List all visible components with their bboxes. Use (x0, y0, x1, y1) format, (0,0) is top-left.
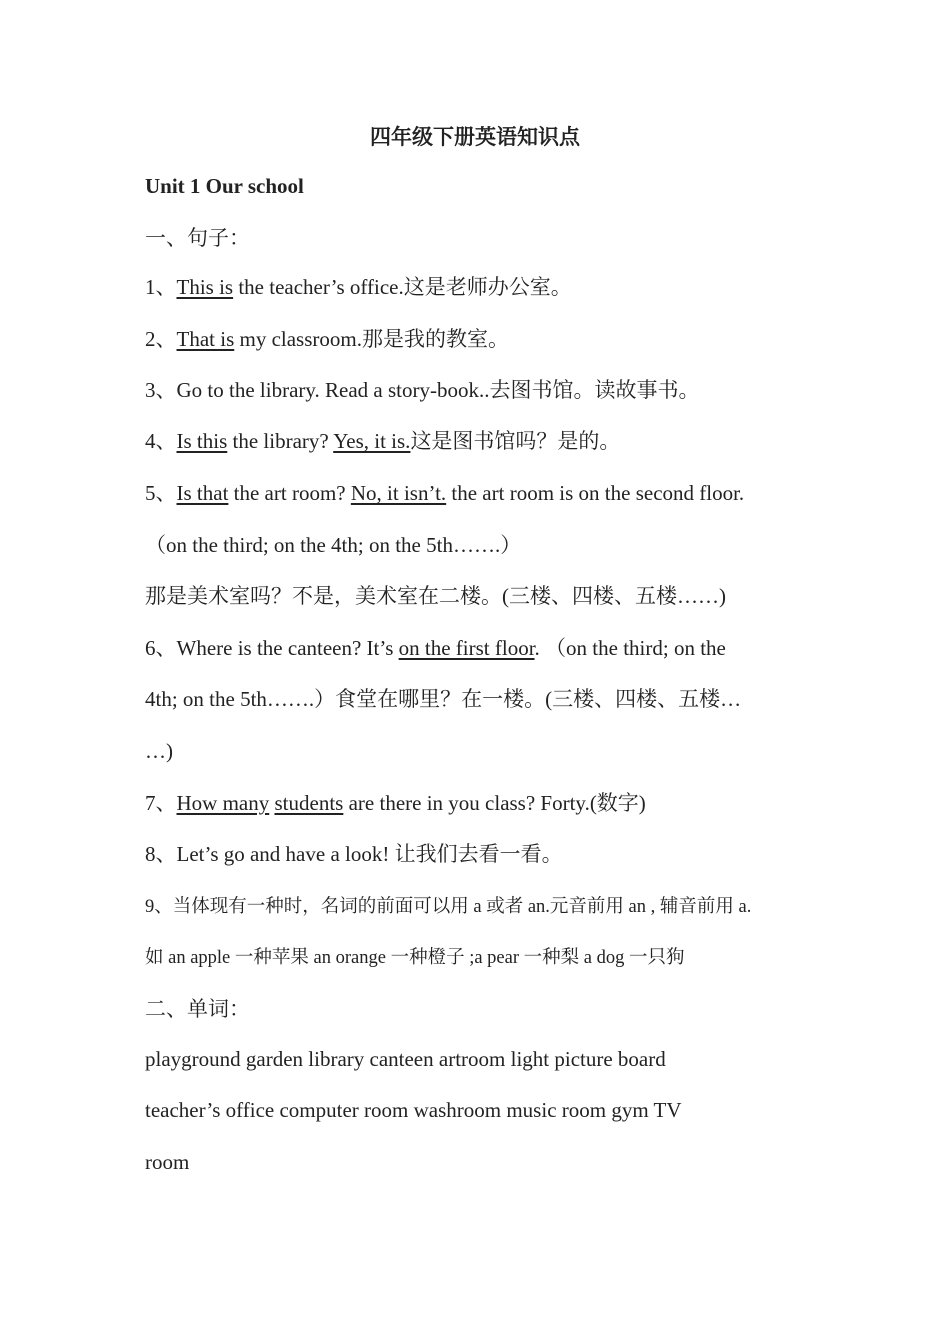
sentence-text: are there in you class? Forty.(数字) (343, 791, 646, 815)
underlined-phrase: students (274, 791, 344, 815)
underlined-phrase: Yes, it is. (333, 429, 411, 453)
sentence-text: 6、Where is the canteen? It’s (145, 636, 399, 660)
underlined-phrase: Is that (176, 481, 229, 505)
sentence-9: 9、当体现有一种时，名词的前面可以用 a 或者 an.元音前用 an , 辅音前用 a. (145, 897, 752, 917)
document-title: 四年级下册英语知识点 (370, 125, 580, 149)
underlined-phrase: How many (176, 791, 270, 815)
sentence-5 (145, 480, 744, 506)
sentence-number: 1、 (145, 275, 177, 299)
sentence-5-floors: （on the third; on the 4th; on the 5th…….） (145, 533, 522, 557)
underlined-phrase: on the first floor (398, 636, 535, 660)
underlined-phrase: This is (176, 275, 234, 299)
sentence-text: . （on the third; on the (534, 636, 726, 660)
sentence-6 (145, 635, 726, 661)
sentence-5-translation: 那是美术室吗？不是，美术室在二楼。(三楼、四楼、五楼……) (145, 584, 726, 608)
sentence-text: my classroom.那是我的教室。 (234, 327, 509, 351)
words-line-3: room (145, 1150, 190, 1174)
sentence-2 (145, 326, 509, 352)
sentence-number: 2、 (145, 327, 177, 351)
sentence-1 (145, 274, 572, 300)
underlined-phrase: Is this (176, 429, 228, 453)
sentence-8: 8、Let’s go and have a look! 让我们去看一看。 (145, 842, 563, 866)
underlined-phrase: That is (176, 327, 235, 351)
sentence-text: 这是图书馆吗？是的。 (410, 429, 621, 453)
sentence-number: 4、 (145, 429, 177, 453)
section-heading-words: 二、单词： (145, 997, 250, 1021)
sentence-4 (145, 428, 620, 454)
sentence-text: the art room is on the second floor. (446, 481, 745, 505)
sentence-7 (145, 790, 646, 816)
words-line-2: teacher’s office computer room washroom music room gym TV (145, 1098, 682, 1122)
sentence-6-line-2: 4th; on the 5th…….）食堂在哪里？在一楼。(三楼、四楼、五楼… (145, 687, 742, 711)
sentence-text: the teacher’s office.这是老师办公室。 (233, 275, 572, 299)
sentence-3: 3、Go to the library. Read a story-book..去图书馆。读故事书。 (145, 378, 700, 402)
section-heading-sentences: 一、句子： (145, 226, 250, 250)
sentence-6-line-3: …) (145, 739, 173, 763)
words-line-1: playground garden library canteen artroom light picture board (145, 1047, 666, 1071)
sentence-number: 7、 (145, 791, 177, 815)
underlined-phrase: No, it isn’t. (350, 481, 447, 505)
sentence-number: 5、 (145, 481, 177, 505)
sentence-text: the library? (227, 429, 334, 453)
sentence-text: the art room? (228, 481, 351, 505)
sentence-9-examples: 如 an apple 一种苹果 an orange 一种橙子 ;a pear 一种梨 a dog 一只狗 (145, 948, 685, 968)
unit-heading: Unit 1 Our school (145, 174, 304, 198)
